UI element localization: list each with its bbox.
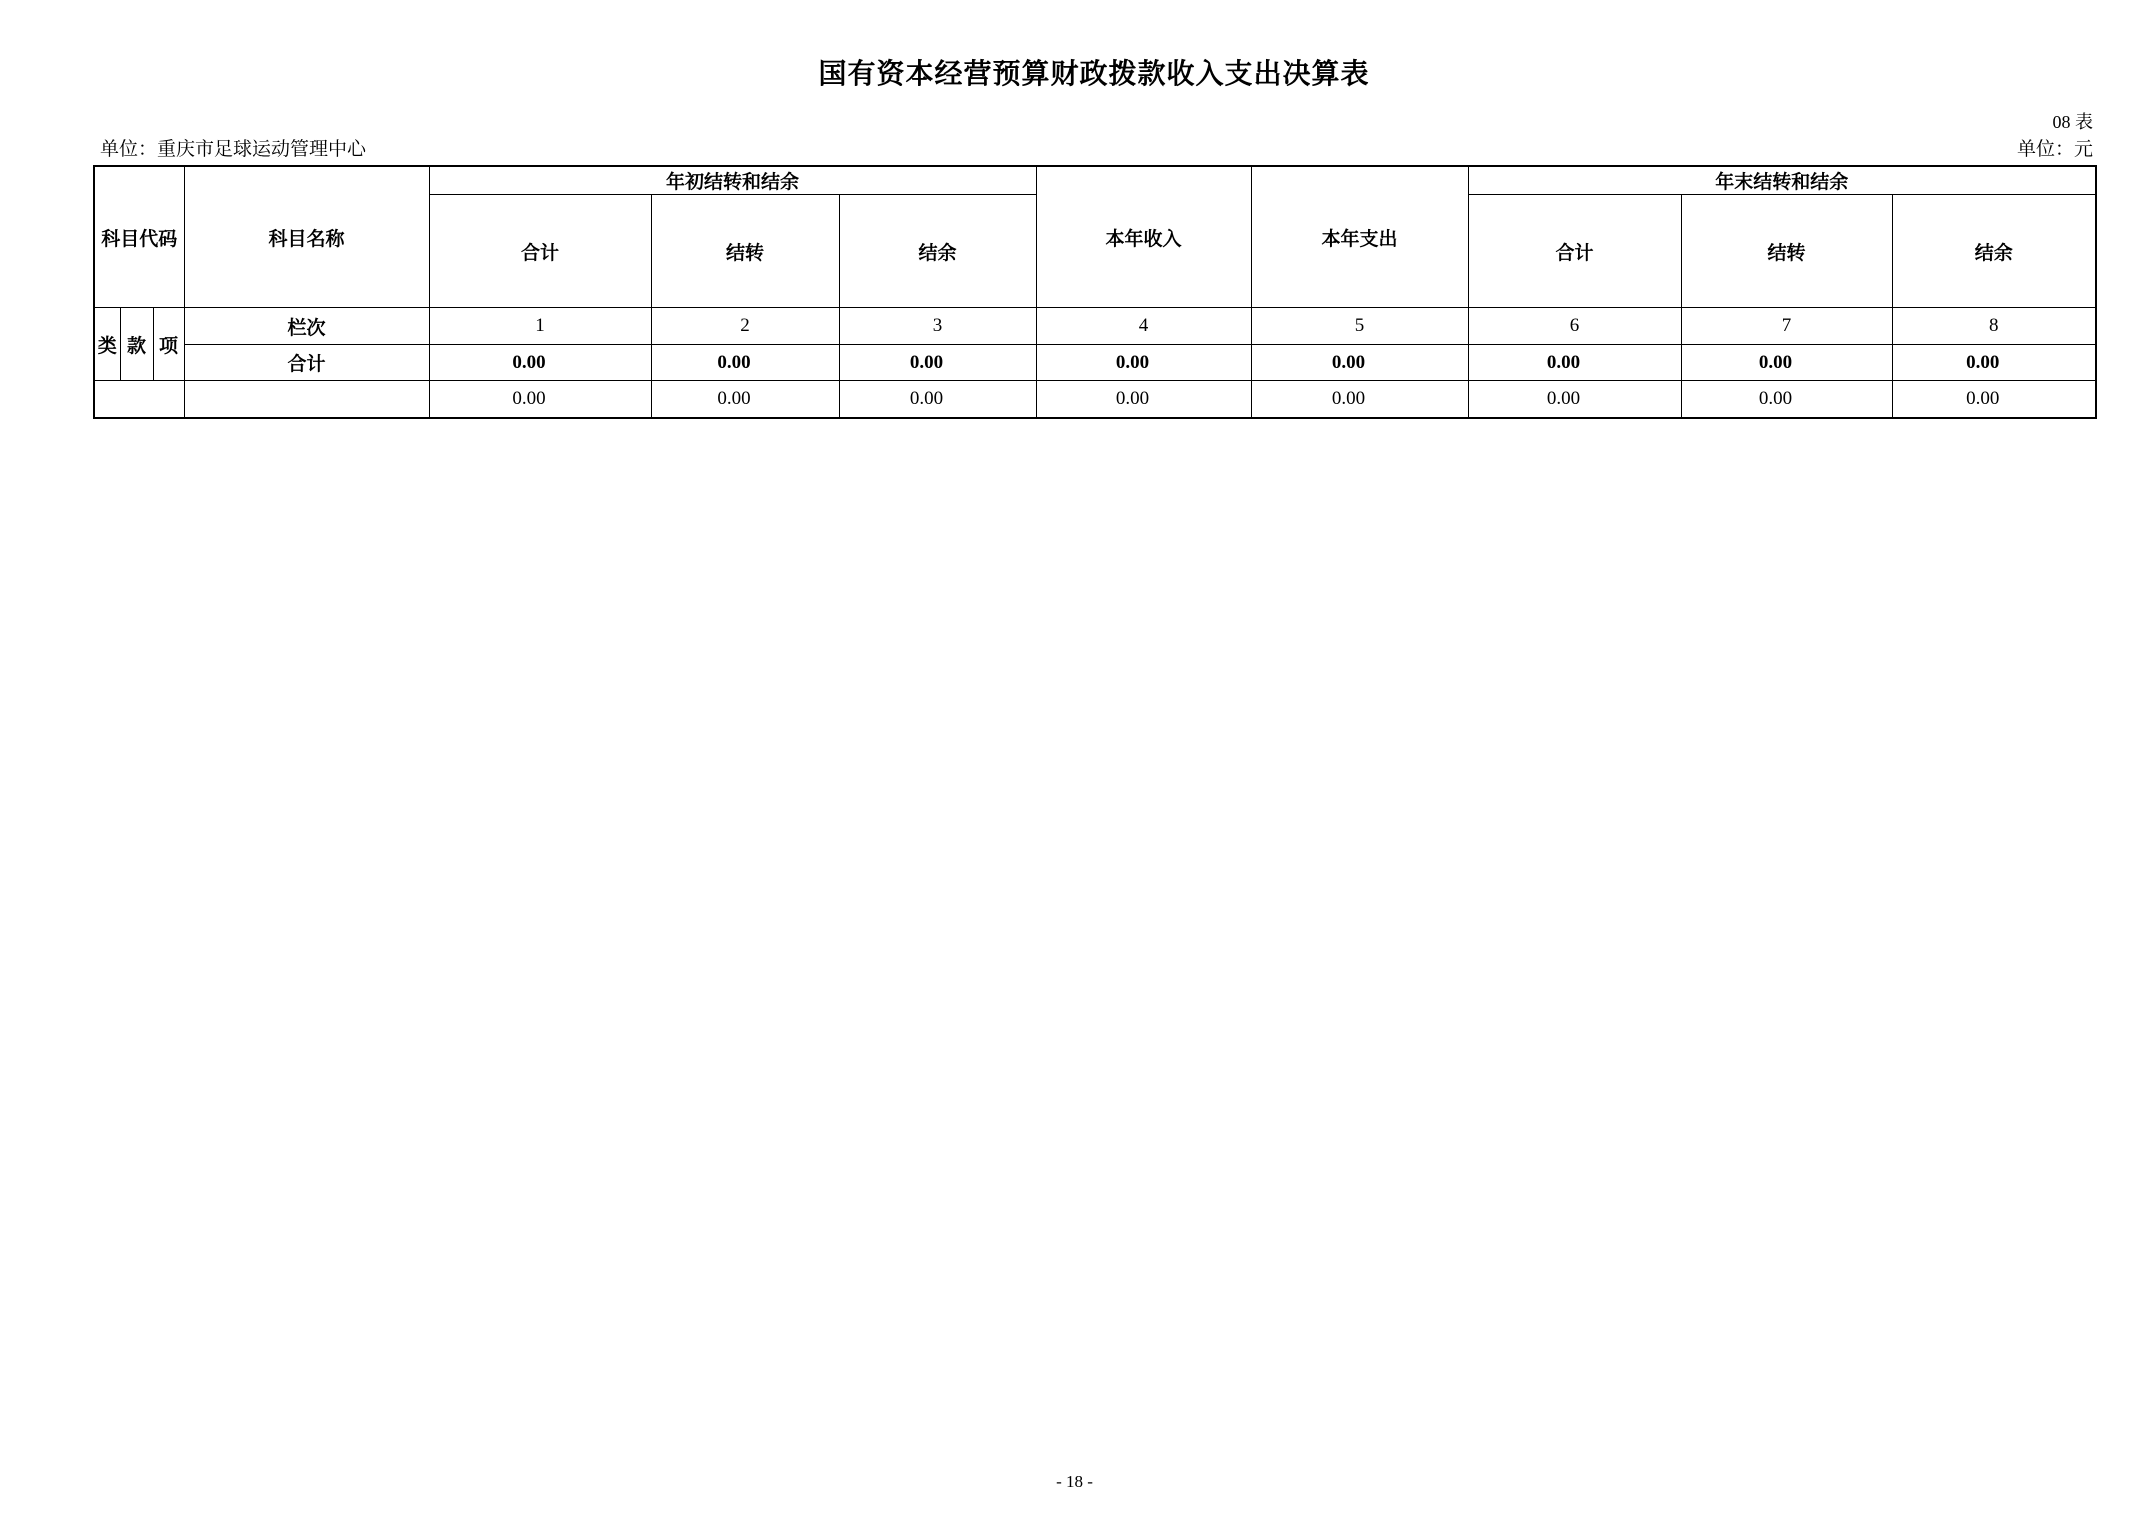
column-index-cell: 8 [1892, 308, 2096, 345]
total-value-cell: 0.00 [1681, 345, 1892, 381]
header-end-carryover: 结转 [1681, 195, 1892, 308]
total-value-cell: 0.00 [1892, 345, 2096, 381]
total-row-label: 合计 [184, 345, 429, 381]
header-subject-code: 科目代码 [94, 166, 184, 308]
header-code-section: 款 [120, 308, 153, 381]
detail-value-cell: 0.00 [1892, 381, 2096, 418]
page-number: - 18 - [1056, 1472, 1093, 1491]
detail-value-cell: 0.00 [429, 381, 651, 418]
column-index-cell: 3 [839, 308, 1036, 345]
header-end-total: 合计 [1468, 195, 1681, 308]
lanci-label: 栏次 [184, 308, 429, 345]
final-accounts-table [93, 165, 2097, 419]
header-year-income: 本年收入 [1036, 166, 1251, 308]
table-number: 08 表 [2052, 112, 2093, 132]
header-code-item: 项 [153, 308, 184, 381]
header-year-expense: 本年支出 [1251, 166, 1468, 308]
column-index-cell: 4 [1036, 308, 1251, 345]
unit-line [100, 134, 2093, 160]
detail-value-cell: 0.00 [1681, 381, 1892, 418]
total-value-cell: 0.00 [1468, 345, 1681, 381]
reporting-unit-label: 单位：重庆市足球运动管理中心 [100, 139, 367, 160]
header-begin-total: 合计 [429, 195, 651, 308]
total-value-cell: 0.00 [429, 345, 651, 381]
table-row [94, 166, 2096, 195]
header-begin-balance: 结余 [839, 195, 1036, 308]
header-begin-carryover: 结转 [651, 195, 839, 308]
total-value-cell: 0.00 [839, 345, 1036, 381]
page-title: 国有资本经营预算财政拨款收入支出决算表 [818, 58, 1370, 89]
detail-value-cell: 0.00 [839, 381, 1036, 418]
header-end-balance: 结余 [1892, 195, 2096, 308]
total-value-cell: 0.00 [651, 345, 839, 381]
currency-unit-label: 单位：元 [2016, 139, 2093, 160]
header-end-group: 年末结转和结余 [1468, 166, 2096, 195]
detail-value-cell: 0.00 [1251, 381, 1468, 418]
column-index-cell: 2 [651, 308, 839, 345]
column-index-cell: 1 [429, 308, 651, 345]
detail-name-cell [184, 381, 429, 418]
total-value-cell: 0.00 [1251, 345, 1468, 381]
header-subject-name: 科目名称 [184, 166, 429, 308]
header-code-class: 类 [94, 308, 120, 381]
column-index-cell: 5 [1251, 308, 1468, 345]
detail-value-cell: 0.00 [1468, 381, 1681, 418]
detail-value-cell: 0.00 [651, 381, 839, 418]
detail-value-cell: 0.00 [1036, 381, 1251, 418]
table-row-detail [94, 381, 2096, 418]
header-begin-group: 年初结转和结余 [429, 166, 1036, 195]
column-index-cell: 6 [1468, 308, 1681, 345]
column-index-cell: 7 [1681, 308, 1892, 345]
table-row-column-index [94, 308, 2096, 345]
total-value-cell: 0.00 [1036, 345, 1251, 381]
detail-code-cell [94, 381, 184, 418]
table-row-grand-total [94, 345, 2096, 381]
